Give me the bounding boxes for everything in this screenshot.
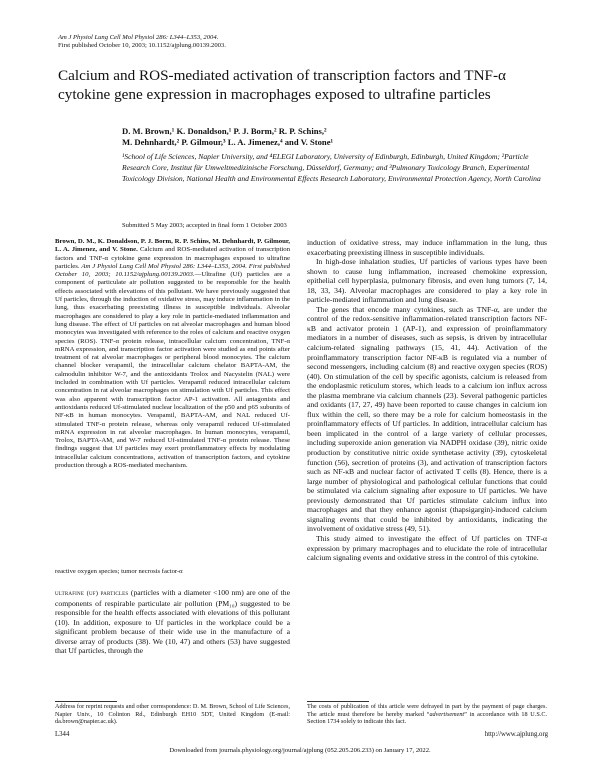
journal-header bbox=[58, 34, 226, 50]
abstract bbox=[55, 238, 290, 470]
page-number: L344 bbox=[55, 731, 70, 738]
intro-text: (particles with a diameter <100 nm) are one of the components of respirable particulate air pollution (PM₁₀) suggested to be responsible for the health effects associated with elevations of this pollutant (10). In addition, exposure to Uf particles in the workplace could be a significant problem because of their wide use in the manufacture of a diverse array of products (38). We (10, 47) and others (53) have suggested that Uf particles, through the bbox=[55, 588, 290, 656]
intro-smallcaps: ultrafine (uf) particles bbox=[55, 590, 129, 597]
abstract-title: Calcium and ROS-mediated activation of transcription factors and TNF-α cytokine gene expression in macrophages exposed to ultrafine particles. bbox=[55, 246, 291, 270]
footnote-rule-right bbox=[307, 701, 369, 702]
right-paragraph-3: The genes that encode many cytokines, such as TNF-α, are under the control of the redox-sensitive inflammation-related transcription factors NF-κB and activator protein 1 (AP-1), and expression of proinflammatory mediators in a number of diseases, such as sepsis, is driven by intracellular calcium-related signaling pathways (15, 41, 44). Activation of the proinflammatory transcription factor NF-κB is regulated via a number of second messengers, including calcium (8) and reactive oxygen species (ROS) (40). On stimulation of the cell by specific agonists, calcium is released from the endoplasmic reticulum stores, which leads to a calcium ion influx across the plasma membrane via calcium channels (23). Several pathogenic particles and oxidants (17, 27, 49) have been reported to cause changes in calcium ion flux within the cell, so there may be a role for calcium homeostasis in the proinflammatory effects of Uf particles. In addition, intracellular calcium has been implicated in the control of a large variety of cellular processes, including superoxide anion generation via NADPH oxidase (39), nitric oxide production by constitutive nitric oxide synthetase activity (39), cytoskeletal function (56), secretion of proteins (3), and activation of transcription factors such as NF-κB and nuclear factor of activated T cells (8). Hence, there is a large number of physiological and pathological cellular functions that could be stimulated via calcium signaling after exposure to Uf particles. We have previously demonstrated that Uf particles stimulate calcium influx into macrophages and that they enhance agonist (thapsigargin)-induced calcium signaling events that could be inhibited by antioxidants, indicating the involvement of oxidative stress (49, 51). bbox=[307, 304, 547, 534]
right-paragraph-2: In high-dose inhalation studies, Uf particles of various types have been shown to cause lung inflammation, increased chemokine expression, epithelial cell hyperplasia, pulmonary fibrosis, and even lung tumors (7, 14, 18, 33, 34). Alveolar macrophages are considered to play a key role in particle-mediated inflammation and lung disease. bbox=[307, 257, 547, 305]
download-notice: Downloaded from journals.physiology.org/journal/ajplung (052.205.206.233) on January 17, 2022. bbox=[169, 747, 431, 754]
authors bbox=[122, 126, 552, 149]
right-paragraph-4: This study aimed to investigate the effect of Uf particles on TNF-α expression by primary macrophages and to elucidate the role of intracellular calcium signaling events and oxidative stress in the control of this cytokine. bbox=[307, 533, 547, 563]
authors-line-1: D. M. Brown,¹ K. Donaldson,¹ P. J. Borm,² R. P. Schins,² bbox=[122, 126, 327, 136]
intro-left bbox=[55, 588, 290, 656]
journal-citation: Am J Physiol Lung Cell Mol Physiol 286: L344–L353, 2004. bbox=[58, 34, 219, 41]
keywords: reactive oxygen species; tumor necrosis factor-α bbox=[55, 568, 183, 575]
footnote-costs-b: ” in accordance with 18 U.S.C. Section 1734 solely to indicate this fact. bbox=[307, 710, 547, 726]
journal-website[interactable]: http://www.ajplung.org bbox=[484, 731, 548, 738]
submission-dates: Submitted 5 May 2003; accepted in final form 1 October 2003 bbox=[122, 222, 287, 229]
footnote-correspondence: Address for reprint requests and other correspondence: D. M. Brown, School of Life Sciences, Napier Univ., 10 Colinton Rd., Edinburgh EH10 5DT, United Kingdom (E-mail: da.brown@napier.ac.uk). bbox=[55, 703, 290, 726]
right-column bbox=[307, 238, 547, 563]
abstract-text: —Ultrafine (Uf) particles are a component of particulate air pollution suggested to be responsible for the health effects associated with elevations of this pollutant. We have previously suggested that Uf particles, through the induction of oxidative stress, may induce inflammation in the lung, thus exacerbating preexisting illness in susceptible individuals. Alveolar macrophages are considered to play a key role in particle-mediated inflammation and lung disease. The effect of Uf particles on rat alveolar macrophages and human blood monocytes was investigated with reference to the roles of calcium and reactive oxygen species (ROS). TNF-α protein release, intracellular calcium concentration, TNF-α mRNA expression, and transcription factor activation were studied as end points after treatment of rat alveolar macrophages or peripheral blood monocytes. The calcium channel blocker verapamil, the intracellular calcium chelator BAPTA-AM, the calmodulin inhibitor W-7, and the antioxidants Trolox and Nacystelin (NAL) were included in combination with Uf particles. Verapamil reduced intracellular calcium concentration in rat alveolar macrophages on stimulation with Uf particles. This effect was also apparent with transcription factor AP-1 activation. All antagonists and antioxidants reduced Uf-stimulated nuclear localization of the p50 and p65 subunits of NF-κB in human monocytes. Verapamil, BAPTA-AM, and NAL reduced Uf-stimulated TNF-α protein release, whereas only verapamil reduced Uf-stimulated mRNA expression in rat alveolar macrophages. In human monocytes, verapamil, Trolox, BAPTA-AM, and W-7 reduced Uf-stimulated TNF-α protein release. These findings suggest that Uf particles may exert proinflammatory effects by modulating intracellular calcium concentrations, activation of transcription factors, and cytokine production through a ROS-mediated mechanism. bbox=[55, 271, 290, 470]
footnote-costs-a: The costs of publication of this article were defrayed in part by the payment of page charges. The article must therefore be hereby marked “ bbox=[307, 703, 547, 718]
authors-line-2: M. Dehnhardt,² P. Gilmour,³ L. A. Jimenez,⁴ and V. Stone¹ bbox=[122, 137, 334, 148]
footnote-rule-left bbox=[55, 701, 117, 702]
footnote-costs-em: advertisement bbox=[429, 710, 465, 718]
published-line: First published October 10, 2003; 10.1152/ajplung.00139.2003. bbox=[58, 42, 226, 50]
right-paragraph-1: induction of oxidative stress, may induce inflammation in the lung, thus exacerbating preexisting illness in susceptible individuals. bbox=[307, 238, 547, 257]
footnote-costs bbox=[307, 703, 547, 726]
article-title: Calcium and ROS-mediated activation of transcription factors and TNF-α cytokine gene expression in macrophages exposed to ultrafine particles bbox=[58, 67, 507, 103]
affiliations: ¹School of Life Sciences, Napier University, and ⁴ELEGI Laboratory, University of Edinburgh, Edinburgh, United Kingdom; ²Particle Research Core, Institut für Umweltmedizinische Forschung, Düsseldorf, Germany; and ³Pulmonary Toxicology Branch, Experimental Toxicology Division, National Health and Environmental Effects Research Laboratory, Environmental Protection Agency, North Carolina bbox=[122, 152, 541, 184]
abstract-citation: Am J Physiol Lung Cell Mol Physiol 286: L344–L353, 2004. First published October 10, 2003; 10.1152/ajplung.00139.2003. bbox=[55, 262, 291, 279]
abstract-authors: Brown, D. M., K. Donaldson, P. J. Borm, R. P. Schins, M. Dehnhardt, P. Gilmour, L. A. Jimenez, and V. Stone. bbox=[55, 238, 290, 254]
